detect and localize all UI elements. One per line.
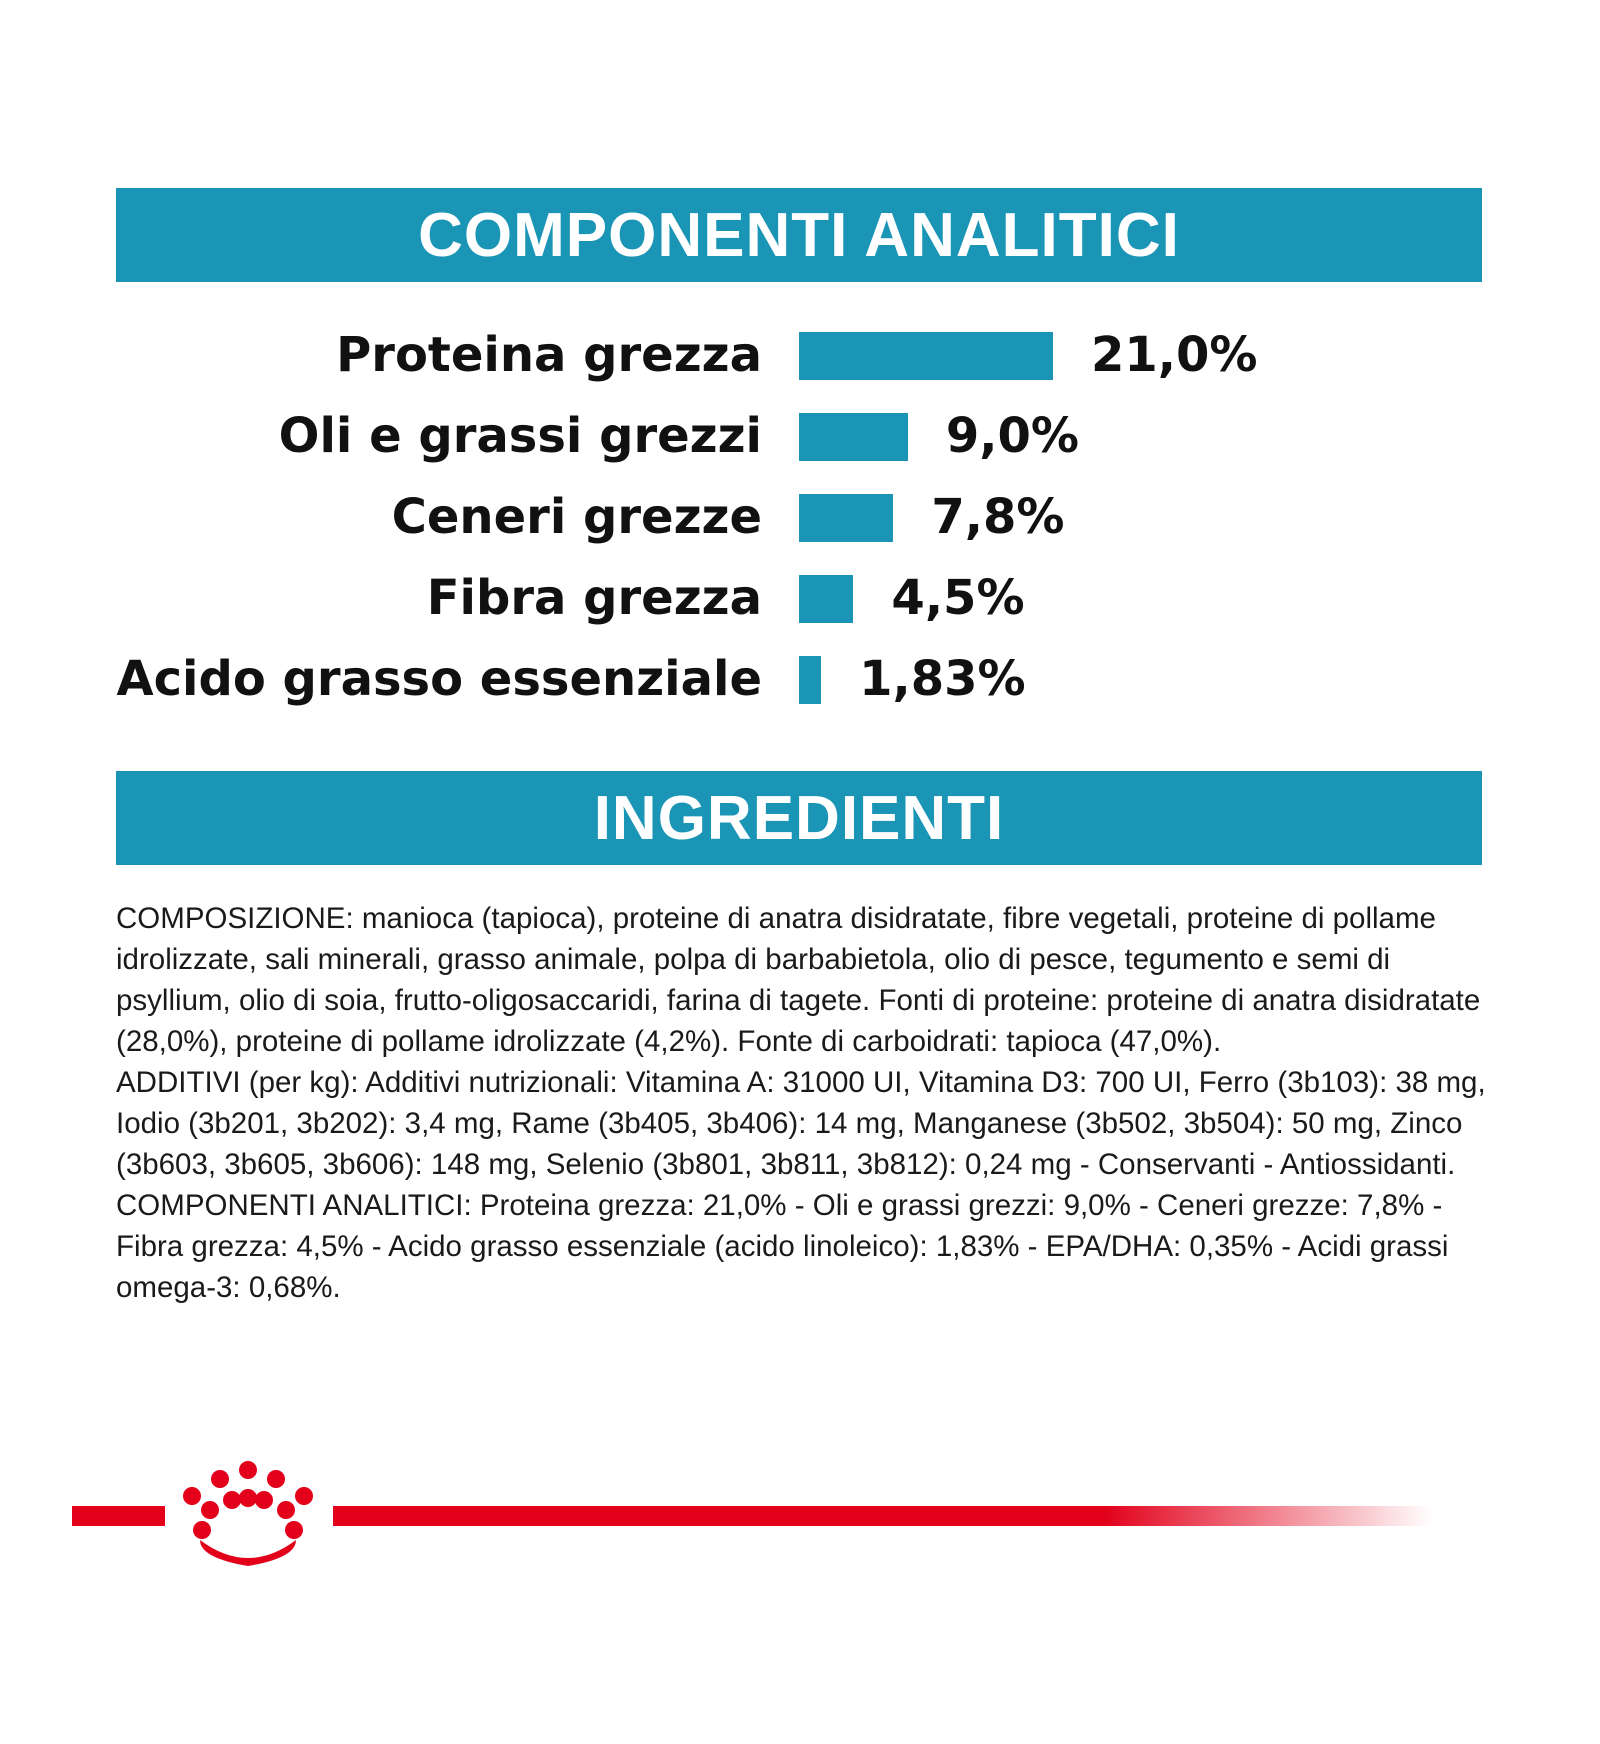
chart-bar: [799, 413, 908, 461]
chart-bar: [799, 332, 1053, 380]
chart-category-label: Ceneri grezze: [391, 489, 762, 545]
ingredients-title: INGREDIENTI: [593, 783, 1005, 853]
analytic-components-header: [116, 188, 1482, 282]
chart-row: [0, 487, 1600, 547]
brand-footer: [0, 1440, 1600, 1580]
chart-category-label: Proteina grezza: [336, 327, 762, 383]
chart-value-label: 9,0%: [945, 408, 1079, 464]
chart-value-label: 1,83%: [859, 651, 1026, 707]
chart-bar: [799, 575, 853, 623]
chart-bar: [799, 494, 893, 542]
chart-row: [0, 325, 1600, 385]
chart-row: [0, 649, 1600, 709]
analytic-components-paragraph: COMPONENTI ANALITICI: Proteina grezza: 21,0% - Oli e grassi grezzi: 9,0% - Ceneri grezze: 7,8% - Fibra grezza: 4,5% - Acido grasso essenziale (acido linoleico): 1,83% - EPA/DHA: 0,35% - Acidi grassi omega-3: 0,68%.: [116, 1189, 1449, 1304]
ingredients-header: [116, 771, 1482, 865]
brand-line-right: [333, 1506, 1433, 1526]
chart-value-label: 7,8%: [931, 489, 1065, 545]
chart-category-label: Fibra grezza: [426, 570, 762, 626]
brand-line-left: [72, 1506, 165, 1526]
analytic-components-title: COMPONENTI ANALITICI: [418, 200, 1180, 270]
chart-value-label: 4,5%: [891, 570, 1025, 626]
chart-category-label: Acido grasso essenziale: [116, 651, 762, 707]
chart-value-label: 21,0%: [1091, 327, 1258, 383]
chart-row: [0, 406, 1600, 466]
additives-paragraph: ADDITIVI (per kg): Additivi nutrizionali: Vitamina A: 31000 UI, Vitamina D3: 700 UI, Ferro (3b103): 38 mg, Iodio (3b201, 3b202): 3,4 mg, Rame (3b405, 3b406): 14 mg, Manganese (3b502, 3b504): 50 mg, Zinco (3b603, 3b605, 3b606): 148 mg, Selenio (3b801, 3b811, 3b812): 0,24 mg - Conservanti - Antiossidanti.: [116, 1066, 1486, 1181]
chart-row: [0, 568, 1600, 628]
chart-bar: [799, 656, 821, 704]
royal-crown-icon: [172, 1454, 324, 1574]
chart-category-label: Oli e grassi grezzi: [278, 408, 762, 464]
ingredients-text: [116, 898, 1486, 1308]
composition-paragraph: COMPOSIZIONE: manioca (tapioca), proteine di anatra disidratate, fibre vegetali, proteine di pollame idrolizzate, sali minerali, grasso animale, polpa di barbabietola, olio di pesce, tegumento e semi di psyllium, olio di soia, frutto-oligosaccaridi, farina di tagete. Fonti di proteine: proteine di anatra disidratate (28,0%), proteine di pollame idrolizzate (4,2%). Fonte di carboidrati: tapioca (47,0%).: [116, 902, 1481, 1058]
